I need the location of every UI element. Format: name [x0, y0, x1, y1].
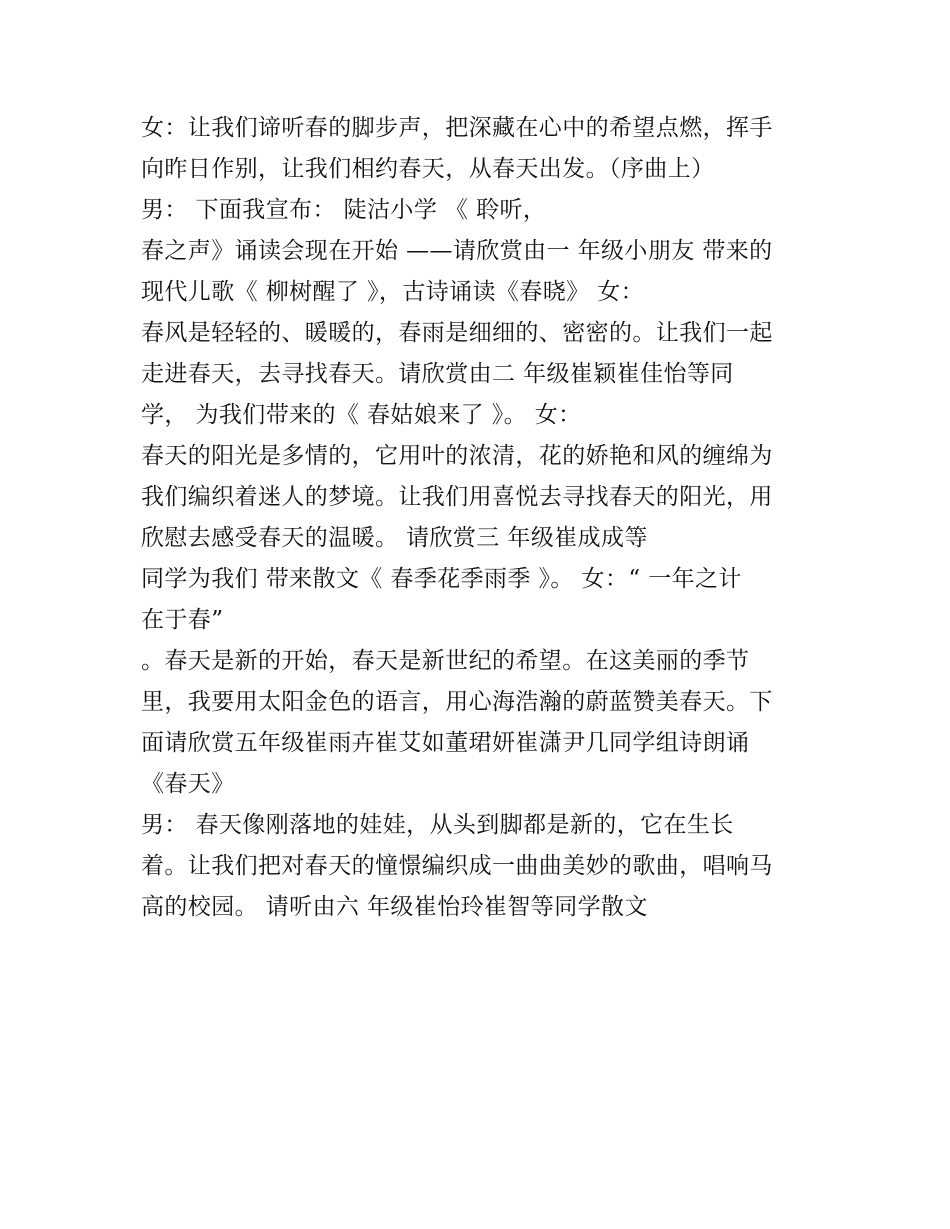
script-text — [141, 108, 821, 928]
text-line-11: 欣慰去感受春天的温暖。 请欣赏三 年级崔成成等 — [141, 525, 648, 551]
text-line-9: 春天的阳光是多情的，它用叶的浓清，花的娇艳和风的缠绵为 — [141, 443, 773, 469]
text-line-12: 同学为我们 带来散文《 春季花季雨季 》。 女：“ 一年之计 — [141, 566, 742, 592]
text-line-1: 女：让我们谛听春的脚步声，把深藏在心中的希望点燃，挥手 — [141, 115, 773, 141]
text-line-4: 春之声》诵读会现在开始 ——请欣赏由一 年级小朋友 带来的 — [141, 238, 773, 264]
text-line-13: 在于春” — [141, 607, 224, 633]
text-line-3: 男： 下面我宣布： 陡沽小学 《 聆听， — [141, 197, 547, 223]
text-line-10: 我们编织着迷人的梦境。让我们用喜悦去寻找春天的阳光，用 — [141, 484, 773, 510]
text-line-8: 学， 为我们带来的《 春姑娘来了 》。 女： — [141, 402, 582, 428]
text-line-14: 。春天是新的开始，春天是新世纪的希望。在这美丽的季节 — [141, 648, 750, 674]
text-line-20: 高的校园。 请听由六 年级崔怡玲崔智等同学散文 — [141, 894, 648, 920]
text-line-17: 《春天》 — [141, 771, 235, 797]
text-line-5: 现代儿歌《 柳树醒了 》，古诗诵读《春晓》 女： — [141, 279, 645, 305]
text-line-6: 春风是轻轻的、暖暖的，春雨是细细的、密密的。让我们一起 — [141, 320, 773, 346]
text-line-18: 男： 春天像刚落地的娃娃，从头到脚都是新的，它在生长 — [141, 812, 734, 838]
text-line-16: 面请欣赏五年级崔雨卉崔艾如董珺妍崔潇尹几同学组诗朗诵 — [141, 730, 750, 756]
text-line-15: 里，我要用太阳金色的语言，用心海浩瀚的蔚蓝赞美春天。下 — [141, 689, 773, 715]
text-line-2: 向昨日作别，让我们相约春天，从春天出发。（序曲上） — [141, 156, 715, 182]
text-line-19: 着。让我们把对春天的憧憬编织成一曲曲美妙的歌曲，唱响马 — [141, 853, 773, 879]
text-line-7: 走进春天，去寻找春天。请欣赏由二 年级崔颖崔佳怡等同 — [141, 361, 734, 387]
